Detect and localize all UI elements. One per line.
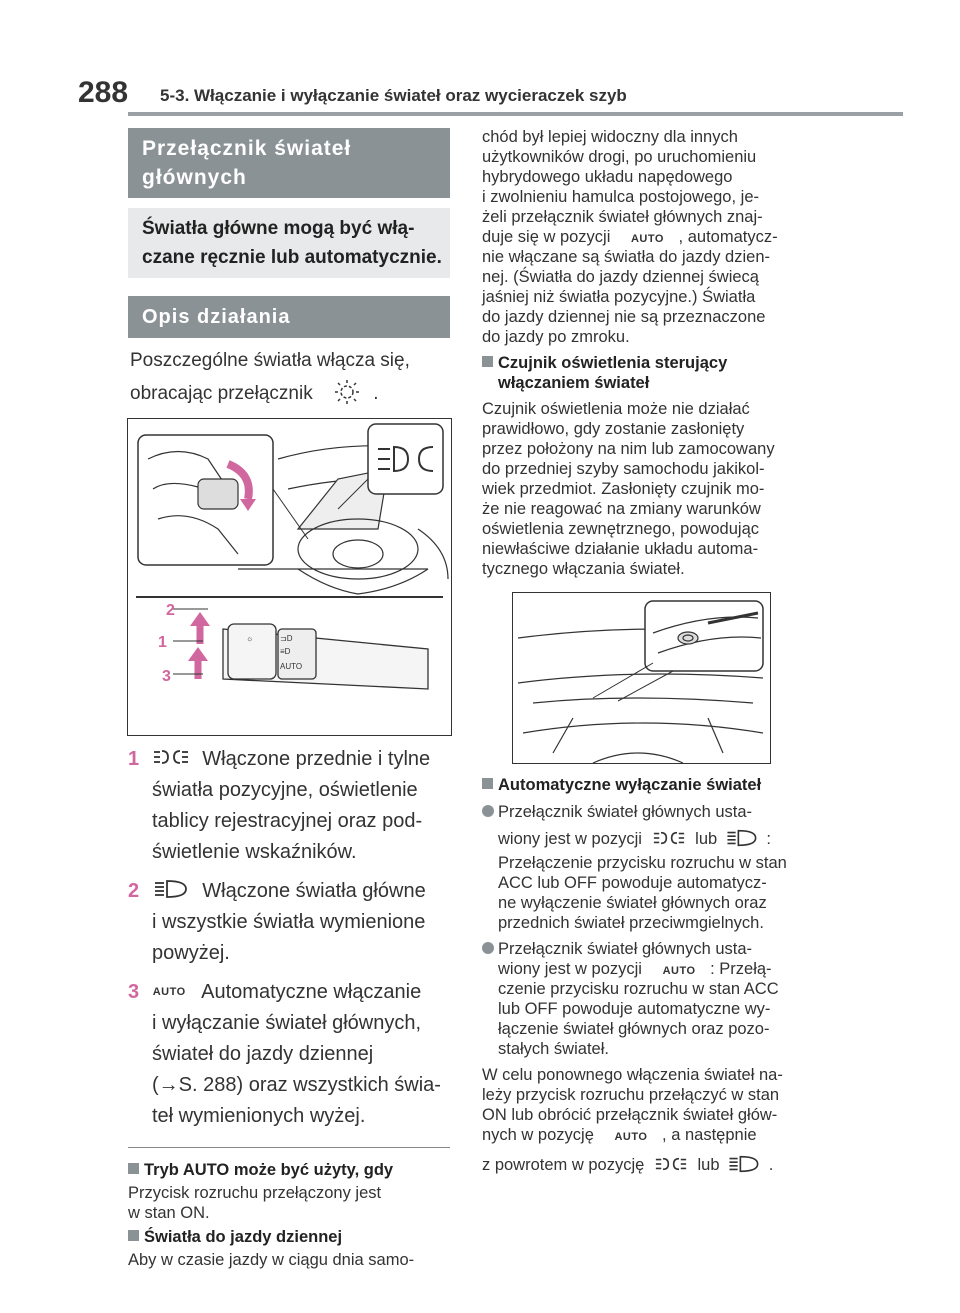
auto-off-heading: Automatyczne wyłączanie świateł bbox=[482, 775, 761, 795]
drl-line6: duje się w pozycji AUTO , automatycz- bbox=[482, 227, 778, 249]
light-sensor-figure bbox=[512, 592, 771, 764]
item-3-line1: Automatyczne włączanie bbox=[201, 981, 422, 1003]
note-heading-drl: Światła do jazdy dziennej bbox=[128, 1227, 342, 1247]
callout-3: 3 bbox=[162, 668, 171, 685]
sensor-line6: że nie reagować na zmiany warunków bbox=[482, 500, 761, 518]
item-3-line3: świateł do jazdy dziennej bbox=[152, 1043, 374, 1065]
intro-end: . bbox=[373, 383, 379, 404]
square-bullet-icon bbox=[482, 356, 493, 367]
headlight-switch-figure bbox=[127, 418, 452, 736]
lead-line1: Światła główne mogą być włą- bbox=[142, 218, 415, 239]
section-title-line1: Przełącznik świateł bbox=[142, 137, 352, 160]
section-title-line2: głównych bbox=[142, 166, 247, 189]
bullet2-detail-line2: lub OFF powoduje automatyczne wy- bbox=[498, 1000, 771, 1018]
item-number: 2 bbox=[128, 880, 140, 902]
auto-icon: AUTO bbox=[662, 965, 696, 977]
round-bullet-icon bbox=[482, 805, 494, 817]
item-2-line3: powyżej. bbox=[152, 942, 230, 964]
drl-line1: chód był lepiej widoczny dla innych bbox=[482, 128, 738, 146]
drl-line11: do jazdy po zmroku. bbox=[482, 328, 630, 346]
item-1 bbox=[128, 744, 430, 775]
headlight-switch-illustration bbox=[128, 419, 451, 735]
item-2-line1: Włączone światła główne bbox=[202, 880, 426, 902]
item-1-line2: światła pozycyjne, oświetlenie bbox=[152, 779, 418, 801]
round-bullet-icon bbox=[482, 942, 494, 954]
sensor-line2: prawidłowo, gdy zostanie zasłonięty bbox=[482, 420, 745, 438]
end-line5: z powrotem w pozycję lub . bbox=[482, 1156, 774, 1174]
item-1-line3: tablicy rejestracyjnej oraz pod- bbox=[152, 810, 423, 832]
item-3-line2: i wyłączanie świateł głównych, bbox=[152, 1012, 422, 1034]
sensor-line9: tycznego włączania świateł. bbox=[482, 560, 685, 578]
subsection-title: Opis działania bbox=[142, 306, 291, 328]
bullet1-detail-line3: ne wyłączenie świateł głównych oraz bbox=[498, 894, 767, 912]
bullet1-detail-line1: Przełączenie przycisku rozruchu w stan bbox=[498, 854, 787, 872]
auto-icon: AUTO bbox=[630, 233, 664, 245]
parking-light-icon bbox=[653, 829, 685, 847]
header-rule bbox=[128, 112, 903, 116]
square-bullet-icon bbox=[482, 778, 493, 789]
sensor-heading: Czujnik oświetlenia sterujący bbox=[482, 353, 727, 373]
drl-line3: hybrydowego układu napędowego bbox=[482, 168, 733, 186]
bullet2-line1: Przełącznik świateł głównych usta- bbox=[482, 939, 752, 959]
svg-text:⊐D: ⊐D bbox=[280, 634, 293, 643]
drl-line5: żeli przełącznik świateł głównych znaj- bbox=[482, 208, 763, 226]
notes-divider bbox=[128, 1147, 450, 1148]
auto-icon: AUTO bbox=[152, 986, 186, 998]
note-drl-line1: Aby w czasie jazdy w ciągu dnia samo- bbox=[128, 1251, 415, 1269]
square-bullet-icon bbox=[128, 1163, 139, 1174]
sensor-line7: oświetlenia zewnętrznego, powodując bbox=[482, 520, 760, 538]
item-number: 1 bbox=[128, 748, 140, 770]
bullet1-line1: Przełącznik świateł głównych usta- bbox=[482, 802, 752, 822]
drl-line2: użytkowników drogi, po uruchomieniu bbox=[482, 148, 757, 166]
item-3-line4: (→S. 288) oraz wszystkich świa- bbox=[152, 1074, 441, 1096]
svg-text:≡D: ≡D bbox=[280, 647, 291, 656]
parking-light-icon bbox=[655, 1155, 687, 1173]
subsection-title-box bbox=[128, 296, 450, 338]
auto-icon: AUTO bbox=[614, 1131, 648, 1143]
note-auto-line2: w stan ON. bbox=[128, 1204, 210, 1222]
item-3-line5: teł wymienionych wyżej. bbox=[152, 1105, 366, 1127]
bullet2-detail-line4: stałych świateł. bbox=[498, 1040, 609, 1058]
drl-line10: do jazdy dziennej nie są przeznaczone bbox=[482, 308, 766, 326]
end-line4: nych w pozycję AUTO , a następnie bbox=[482, 1125, 757, 1147]
lead-box bbox=[128, 208, 450, 278]
headlight-icon bbox=[153, 878, 189, 900]
item-3 bbox=[128, 977, 421, 1008]
sensor-line3: przez położony na nim lub zamocowany bbox=[482, 440, 775, 458]
note-auto-line1: Przycisk rozruchu przełączony jest bbox=[128, 1184, 382, 1202]
square-bullet-icon bbox=[128, 1230, 139, 1241]
drl-line8: nej. (Światła do jazdy dziennej świecą bbox=[482, 268, 759, 286]
bullet1-detail-line4: przednich świateł przeciwmgielnych. bbox=[498, 914, 764, 932]
end-line3: ON lub obrócić przełącznik świateł głów- bbox=[482, 1106, 778, 1124]
parking-light-icon bbox=[153, 746, 189, 766]
light-switch-sun-icon bbox=[332, 379, 362, 405]
drl-line9: jaśniej niż światła pozycyjne.) Światła bbox=[482, 288, 756, 306]
sensor-line5: wiek przedmiot. Zasłonięty czujnik mo- bbox=[482, 480, 765, 498]
intro-text: obracając przełącznik bbox=[130, 383, 313, 404]
bullet2-detail-line1: czenie przycisku rozruchu w stan ACC bbox=[498, 980, 779, 998]
item-1-line4: świetlenie wskaźników. bbox=[152, 841, 357, 863]
svg-text:☼: ☼ bbox=[246, 634, 254, 643]
item-2-line2: i wszystkie światła wymienione bbox=[152, 911, 426, 933]
callout-1: 1 bbox=[158, 634, 167, 651]
note-heading-auto-mode: Tryb AUTO może być użyty, gdy bbox=[128, 1160, 393, 1180]
intro-line1: Poszczególne światła włącza się, bbox=[130, 350, 410, 371]
sensor-heading-line2: włączaniem świateł bbox=[498, 374, 650, 392]
callout-2: 2 bbox=[166, 602, 175, 619]
bullet1-line2: wiony jest w pozycji lub : bbox=[498, 830, 771, 848]
drl-line4: i zwolnieniu hamulca postojowego, je- bbox=[482, 188, 759, 206]
headlight-icon bbox=[725, 828, 759, 848]
bullet2-detail-line3: łączenie świateł głównych oraz pozo- bbox=[498, 1020, 770, 1038]
light-sensor-illustration bbox=[513, 593, 770, 763]
item-1-line1: Włączone przednie i tylne bbox=[202, 748, 431, 770]
page-number: 288 bbox=[78, 76, 129, 109]
stalk-auto-label: AUTO bbox=[280, 662, 303, 671]
chapter-title: 5-3. Włączanie i wyłączanie świateł oraz wycieraczek szyb bbox=[160, 86, 627, 105]
bullet1-detail-line2: ACC lub OFF powoduje automatycz- bbox=[498, 874, 767, 892]
end-line2: leży przycisk rozruchu przełączyć w stan bbox=[482, 1086, 780, 1104]
lead-line2: czane ręcznie lub automatycznie. bbox=[142, 247, 442, 268]
headlight-icon bbox=[727, 1154, 761, 1174]
sensor-line8: niewłaściwe działanie układu automa- bbox=[482, 540, 759, 558]
end-line1: W celu ponownego włączenia świateł na- bbox=[482, 1066, 783, 1084]
item-number: 3 bbox=[128, 981, 140, 1003]
drl-line7: nie włączane są światła do jazdy dzien- bbox=[482, 248, 770, 266]
item-2 bbox=[128, 876, 426, 907]
sensor-line4: do przedniej szyby samochodu jakikol- bbox=[482, 460, 765, 478]
sensor-line1: Czujnik oświetlenia może nie działać bbox=[482, 400, 750, 418]
bullet2-line2: wiony jest w pozycji AUTO : Przełą- bbox=[498, 959, 772, 981]
intro-line2 bbox=[130, 378, 379, 409]
section-title-box bbox=[128, 128, 450, 198]
